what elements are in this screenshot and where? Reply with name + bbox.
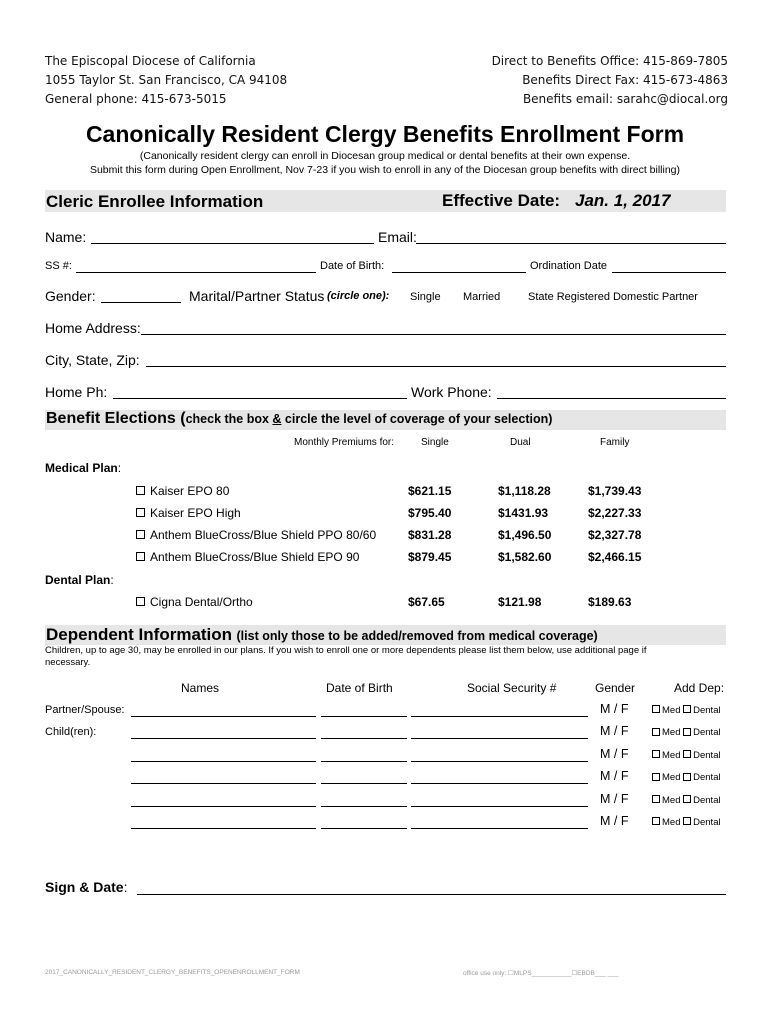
effective-date-label: Effective Date: <box>442 191 561 210</box>
dental-plan-text: Dental Plan <box>45 573 111 587</box>
plan-name: Kaiser EPO 80 <box>150 484 230 498</box>
home-phone-field[interactable] <box>113 398 407 399</box>
dependent-ssn-field[interactable] <box>411 806 588 807</box>
checkbox-icon[interactable] <box>136 552 145 561</box>
dependent-gender-option[interactable]: M / F <box>600 791 629 806</box>
ordination-field[interactable] <box>612 272 726 273</box>
checkbox-icon[interactable] <box>683 705 691 713</box>
dependent-dob-field[interactable] <box>321 783 407 784</box>
dependent-dob-field[interactable] <box>321 716 407 717</box>
column-single: Single <box>421 437 449 448</box>
ssn-label: SS #: <box>45 260 72 272</box>
dependent-dob-field[interactable] <box>321 761 407 762</box>
med-option-label: Med <box>662 817 681 828</box>
dependent-name-field[interactable] <box>131 828 316 829</box>
home-phone-label: Home Ph: <box>45 384 108 400</box>
dependent-add-options <box>652 772 721 783</box>
ssn-field[interactable] <box>76 272 316 273</box>
dependent-add-options <box>652 705 721 716</box>
header-right-line: Benefits email: sarahc@diocal.org <box>522 92 728 106</box>
city-state-zip-label: City, State, Zip: <box>45 352 140 368</box>
col-names: Names <box>181 681 220 695</box>
gender-field[interactable] <box>101 302 181 303</box>
sign-date-text: Sign & Date <box>45 879 124 895</box>
price-single[interactable]: $67.65 <box>408 595 445 609</box>
dependent-gender-option[interactable]: M / F <box>600 769 629 784</box>
header-right-line: Direct to Benefits Office: 415-869-7805 <box>491 54 728 68</box>
work-phone-field[interactable] <box>497 398 726 399</box>
plan-row-anthem-ppo[interactable] <box>136 528 376 542</box>
benefits-heading-b: circle the level of coverage of your selection) <box>281 412 553 426</box>
diocese-address-block <box>45 52 287 109</box>
plan-row-cigna-dental[interactable] <box>136 595 253 609</box>
enrollee-section-heading: Cleric Enrollee Information <box>46 192 264 211</box>
price-dual[interactable]: $1,118.28 <box>498 484 551 498</box>
checkbox-icon[interactable] <box>683 817 691 825</box>
work-phone-label: Work Phone: <box>411 384 492 400</box>
effective-date-value: Jan. 1, 2017 <box>575 191 671 210</box>
column-dual: Dual <box>510 437 531 448</box>
dental-option-label: Dental <box>693 772 721 784</box>
checkbox-icon[interactable] <box>136 508 145 517</box>
price-dual[interactable]: $1,582.60 <box>498 550 552 564</box>
col-dob: Date of Birth <box>326 681 393 695</box>
sign-date-label <box>45 879 127 895</box>
price-single[interactable]: $831.28 <box>408 528 452 542</box>
plan-name: Kaiser EPO High <box>150 506 241 520</box>
partner-spouse-label: Partner/Spouse: <box>45 704 125 716</box>
checkbox-icon[interactable] <box>652 817 660 825</box>
plan-name: Anthem BlueCross/Blue Shield PPO 80/60 <box>150 528 377 542</box>
status-option-single[interactable]: Single <box>410 291 441 303</box>
status-option-domestic-partner[interactable]: State Registered Domestic Partner <box>528 291 698 303</box>
home-address-label: Home Address: <box>45 320 141 336</box>
plan-row-kaiser-epo-80[interactable] <box>136 484 229 498</box>
dependent-name-field[interactable] <box>131 806 316 807</box>
benefits-section-heading <box>46 410 552 428</box>
plan-name: Cigna Dental/Ortho <box>150 595 253 609</box>
column-family: Family <box>600 437 630 448</box>
dependents-note-line1: Children, up to age 30, may be enrolled in our plans. If you wish to enroll one or more dependents please list them below, use additional page if <box>45 645 647 656</box>
plan-name: Anthem BlueCross/Blue Shield EPO 90 <box>150 550 360 564</box>
dependent-dob-field[interactable] <box>321 828 407 829</box>
dependent-gender-option[interactable]: M / F <box>600 702 629 716</box>
name-field[interactable] <box>91 243 374 244</box>
col-add-dep: Add Dep: <box>674 681 725 695</box>
dental-option-label: Dental <box>693 749 721 761</box>
price-dual[interactable]: $1431.93 <box>498 506 549 520</box>
dependent-gender-option[interactable]: M / F <box>600 724 629 739</box>
dependent-add-options <box>652 795 721 806</box>
price-family[interactable]: $2,327.78 <box>588 528 642 542</box>
checkbox-icon[interactable] <box>652 750 660 758</box>
email-label: Email: <box>378 229 417 245</box>
dependent-name-field[interactable] <box>131 738 316 739</box>
dependent-add-options <box>652 817 721 828</box>
price-single[interactable]: $879.45 <box>408 550 452 564</box>
dependent-add-options <box>652 750 721 761</box>
dependents-heading-main: Dependent Information <box>46 625 233 644</box>
dental-option-label: Dental <box>693 705 721 716</box>
med-option-label: Med <box>662 794 681 806</box>
med-option-label: Med <box>662 727 681 739</box>
checkbox-icon[interactable] <box>136 597 145 606</box>
city-state-zip-field[interactable] <box>146 366 726 367</box>
med-option-label: Med <box>662 705 681 716</box>
sign-date-colon: : <box>123 879 128 895</box>
header-right-line: Benefits Direct Fax: 415-673-4863 <box>522 73 728 87</box>
col-ssn: Social Security # <box>467 681 557 695</box>
checkbox-icon[interactable] <box>136 486 145 495</box>
dependent-ssn-field[interactable] <box>411 761 588 762</box>
dental-option-label: Dental <box>693 794 721 806</box>
price-single[interactable]: $621.15 <box>408 484 452 498</box>
dental-plan-colon: : <box>110 573 114 587</box>
form-subtitle-line2: Submit this form during Open Enrollment, Nov 7-23 if you wish to enroll in any of the Diocesan group benefits with direct billing) <box>89 164 681 176</box>
dob-label: Date of Birth: <box>320 260 385 272</box>
dependent-dob-field[interactable] <box>321 806 407 807</box>
dependent-ssn-field[interactable] <box>411 716 588 717</box>
checkbox-icon[interactable] <box>683 773 691 781</box>
dental-option-label: Dental <box>693 727 721 739</box>
children-label: Child(ren): <box>45 726 97 738</box>
dependent-gender-option[interactable]: M / F <box>600 746 629 761</box>
price-family[interactable]: $1,739.43 <box>588 484 642 498</box>
price-family[interactable]: $2,466.15 <box>588 550 642 564</box>
dental-option-label: Dental <box>693 817 721 828</box>
benefits-heading-amp: & <box>272 412 282 426</box>
checkbox-icon[interactable] <box>683 728 691 736</box>
dependent-gender-option[interactable]: M / F <box>600 814 629 828</box>
dependent-add-options <box>652 727 721 738</box>
checkbox-icon[interactable] <box>652 795 660 803</box>
dependent-ssn-field[interactable] <box>411 783 588 784</box>
office-use-only: office use only: ☐MLPS___________☐EBDB___ ___ <box>463 970 619 977</box>
checkbox-icon[interactable] <box>652 728 660 736</box>
checkbox-icon[interactable] <box>652 773 660 781</box>
dependent-dob-field[interactable] <box>321 738 407 739</box>
price-dual[interactable]: $121.98 <box>498 595 542 609</box>
benefits-heading-main: Benefit Elections ( <box>46 410 186 427</box>
circle-one-note: (circle one): <box>327 290 390 302</box>
dependents-section-heading <box>46 625 598 645</box>
form-footer-id: 2017_CANONICALLY_RESIDENT_CLERGY_BENEFITS_OPENENROLLMENT_FORM <box>45 969 300 976</box>
status-option-married[interactable]: Married <box>463 291 501 303</box>
header-left-line: 1055 Taylor St. San Francisco, CA 94108 <box>45 73 288 87</box>
dependents-note-line2: necessary. <box>45 657 91 668</box>
col-gender: Gender <box>595 681 636 695</box>
benefits-heading-a: check the box <box>185 412 273 426</box>
dob-field[interactable] <box>392 272 526 273</box>
signature-field[interactable] <box>137 894 726 895</box>
plan-row-anthem-epo[interactable] <box>136 550 359 564</box>
monthly-premiums-label: Monthly Premiums for: <box>294 437 395 448</box>
ordination-label: Ordination Date <box>530 260 608 272</box>
checkbox-icon[interactable] <box>683 795 691 803</box>
checkbox-icon[interactable] <box>136 530 145 539</box>
plan-row-kaiser-epo-high[interactable] <box>136 506 241 520</box>
gender-label: Gender: <box>45 288 96 304</box>
dependents-heading-note: (list only those to be added/removed from medical coverage) <box>236 629 598 643</box>
checkbox-icon[interactable] <box>652 705 660 713</box>
dependent-name-field[interactable] <box>131 716 316 717</box>
medical-plan-text: Medical Plan <box>45 461 118 475</box>
price-single[interactable]: $795.40 <box>408 506 452 520</box>
form-subtitle-line1: (Canonically resident clergy can enroll in Diocesan group medical or dental benefits at their own expense. <box>139 150 631 162</box>
form-title: Canonically Resident Clergy Benefits Enrollment Form <box>85 121 685 147</box>
dependent-name-field[interactable] <box>131 783 316 784</box>
medical-plan-label <box>45 461 121 475</box>
header-left-line: The Episcopal Diocese of California <box>45 54 256 68</box>
med-option-label: Med <box>662 749 681 761</box>
marital-status-label: Marital/Partner Status <box>189 288 325 304</box>
home-address-field[interactable] <box>141 334 726 335</box>
email-field[interactable] <box>416 243 726 244</box>
med-option-label: Med <box>662 772 681 784</box>
dental-plan-label <box>45 573 114 587</box>
price-dual[interactable]: $1,496.50 <box>498 528 552 542</box>
medical-plan-colon: : <box>117 461 122 475</box>
dependent-ssn-field[interactable] <box>411 738 588 739</box>
price-family[interactable]: $189.63 <box>588 595 632 609</box>
price-family[interactable]: $2,227.33 <box>588 506 642 520</box>
name-label: Name: <box>45 229 87 245</box>
benefits-contact-block <box>492 52 728 109</box>
header-left-line: General phone: 415-673-5015 <box>45 92 227 106</box>
dependent-ssn-field[interactable] <box>411 828 588 829</box>
checkbox-icon[interactable] <box>683 750 691 758</box>
dependent-name-field[interactable] <box>131 761 316 762</box>
